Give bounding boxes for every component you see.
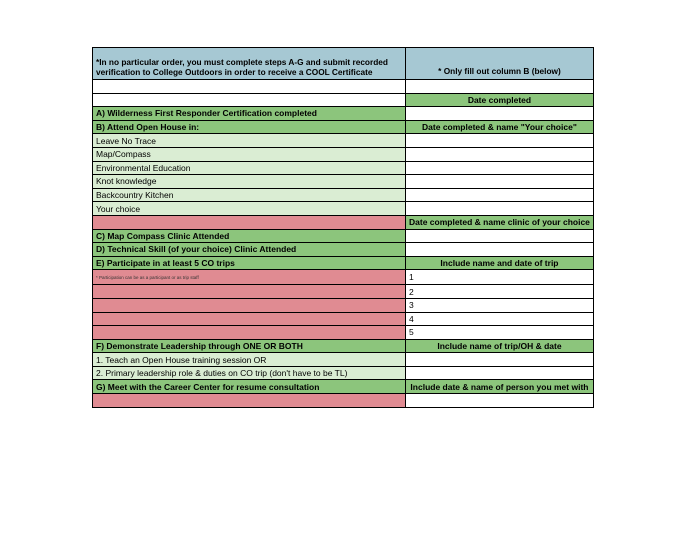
column-b-note-cell: * Only fill out column B (below): [406, 48, 594, 80]
trip-entry-cell[interactable]: 5: [406, 326, 594, 340]
open-house-row: [93, 188, 594, 202]
pink-blank-cell: [93, 394, 406, 408]
step-b-label: B) Attend Open House in:: [93, 120, 406, 134]
pink-blank-cell: [93, 215, 406, 229]
open-house-row: [93, 202, 594, 216]
participation-note-cell: [93, 270, 406, 285]
step-e-label: E) Participate in at least 5 CO trips: [93, 256, 406, 270]
trip-row: [93, 270, 594, 285]
trip-row: [93, 285, 594, 299]
participation-note: * Participation can be as a participant or as trip staff: [96, 275, 199, 281]
open-house-entry-cell[interactable]: [406, 175, 594, 189]
open-house-item: Your choice: [93, 202, 406, 216]
step-b-column-b-header: Date completed & name "Your choice": [406, 120, 594, 134]
open-house-entry-cell[interactable]: [406, 161, 594, 175]
leadership-entry-cell[interactable]: [406, 366, 594, 380]
step-g-row: [93, 380, 594, 394]
date-completed-header-row: [93, 93, 594, 107]
trip-entry-cell[interactable]: 2: [406, 285, 594, 299]
open-house-entry-cell[interactable]: [406, 202, 594, 216]
blank-cell-a[interactable]: [93, 80, 406, 94]
leadership-entry-cell[interactable]: [406, 353, 594, 367]
open-house-entry-cell[interactable]: [406, 188, 594, 202]
leadership-item: 2. Primary leadership role & duties on CO trip (don't have to be TL): [93, 366, 406, 380]
step-f-label: F) Demonstrate Leadership through ONE OR BOTH: [93, 339, 406, 353]
header-row: [93, 48, 594, 80]
leadership-row: [93, 353, 594, 367]
trip-row: [93, 312, 594, 326]
open-house-entry-cell[interactable]: [406, 147, 594, 161]
open-house-item: Map/Compass: [93, 147, 406, 161]
trip-entry-cell[interactable]: 4: [406, 312, 594, 326]
career-center-row: [93, 394, 594, 408]
open-house-row: [93, 134, 594, 148]
step-a-label: A) Wilderness First Responder Certification completed: [93, 107, 406, 121]
career-center-entry-cell[interactable]: [406, 394, 594, 408]
step-a-entry-cell[interactable]: [406, 107, 594, 121]
date-completed-header: Date completed: [406, 93, 594, 107]
step-c-entry-cell[interactable]: [406, 229, 594, 243]
blank-cell-b[interactable]: [406, 80, 594, 94]
blank-row: [93, 80, 594, 94]
step-f-row: [93, 339, 594, 353]
step-a-row: [93, 107, 594, 121]
open-house-row: [93, 175, 594, 189]
leadership-row: [93, 366, 594, 380]
pink-blank-cell: [93, 285, 406, 299]
open-house-item: Environmental Education: [93, 161, 406, 175]
trip-entry-cell[interactable]: 3: [406, 298, 594, 312]
cool-certificate-sheet: [92, 47, 594, 408]
step-d-label: D) Technical Skill (of your choice) Clinic Attended: [93, 243, 406, 257]
step-c-row: [93, 229, 594, 243]
step-g-label: G) Meet with the Career Center for resume consultation: [93, 380, 406, 394]
blank-cell-a[interactable]: [93, 93, 406, 107]
open-house-row: [93, 161, 594, 175]
open-house-entry-cell[interactable]: [406, 134, 594, 148]
leadership-item: 1. Teach an Open House training session OR: [93, 353, 406, 367]
step-f-column-b-header: Include name of trip/OH & date: [406, 339, 594, 353]
instructions-cell: *In no particular order, you must complete steps A-G and submit recorded verification to College Outdoors in order to receive a COOL Certificate: [93, 48, 406, 80]
trip-row: [93, 298, 594, 312]
pink-blank-cell: [93, 326, 406, 340]
open-house-item: Leave No Trace: [93, 134, 406, 148]
step-g-column-b-header: Include date & name of person you met with: [406, 380, 594, 394]
step-d-row: [93, 243, 594, 257]
clinic-column-b-header: Date completed & name clinic of your choice: [406, 215, 594, 229]
open-house-item: Backcountry Kitchen: [93, 188, 406, 202]
open-house-row: [93, 147, 594, 161]
step-c-label: C) Map Compass Clinic Attended: [93, 229, 406, 243]
clinic-header-row: [93, 215, 594, 229]
step-e-row: [93, 256, 594, 270]
open-house-item: Knot knowledge: [93, 175, 406, 189]
step-b-row: [93, 120, 594, 134]
trip-row: [93, 326, 594, 340]
pink-blank-cell: [93, 312, 406, 326]
step-d-entry-cell[interactable]: [406, 243, 594, 257]
step-e-column-b-header: Include name and date of trip: [406, 256, 594, 270]
pink-blank-cell: [93, 298, 406, 312]
trip-entry-cell[interactable]: 1: [406, 270, 594, 285]
